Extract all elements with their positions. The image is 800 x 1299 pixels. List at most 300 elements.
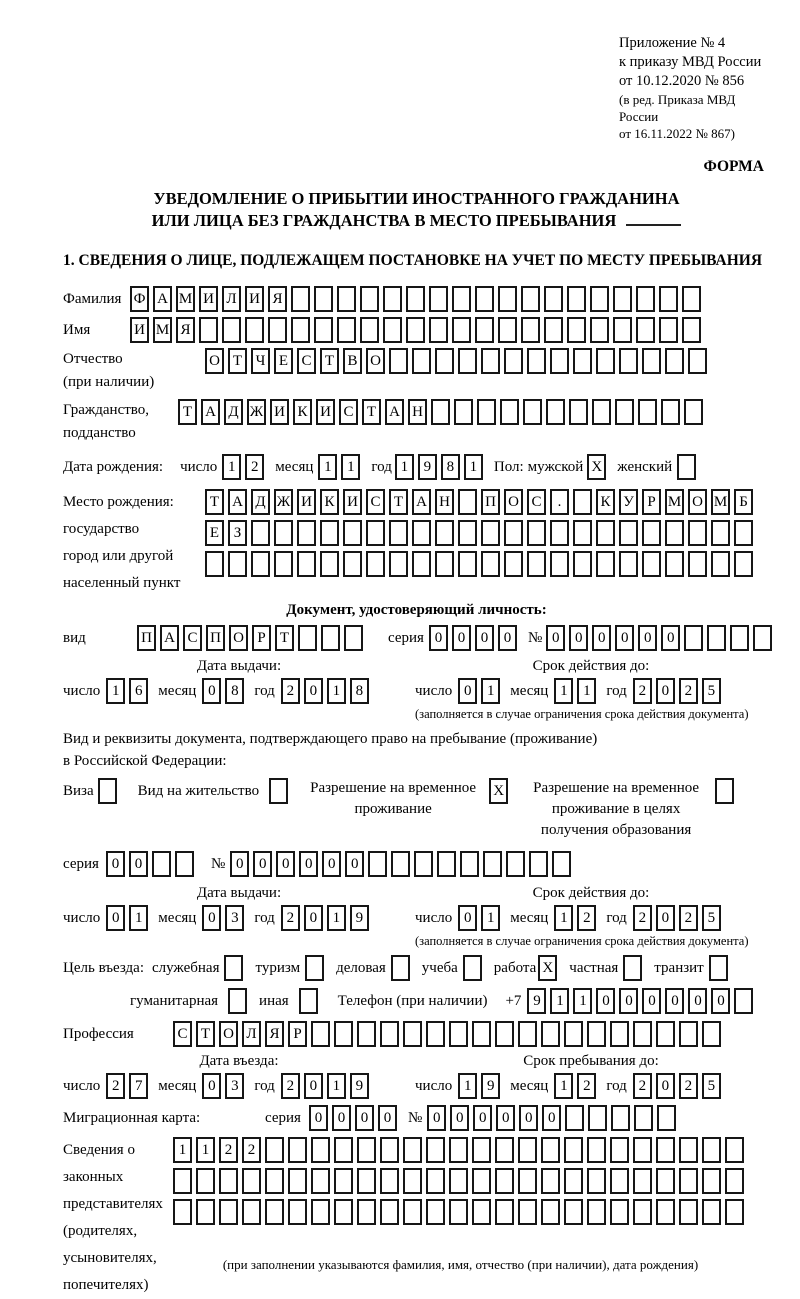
- char-box[interactable]: [665, 520, 684, 546]
- char-box[interactable]: [242, 1199, 261, 1225]
- char-box[interactable]: [688, 348, 707, 374]
- char-box[interactable]: [521, 286, 540, 312]
- char-box[interactable]: 1: [327, 905, 346, 931]
- char-box[interactable]: [633, 1199, 652, 1225]
- char-box[interactable]: [500, 399, 519, 425]
- char-box[interactable]: Ч: [251, 348, 270, 374]
- char-box[interactable]: О: [688, 489, 707, 515]
- char-box[interactable]: [541, 1168, 560, 1194]
- char-box[interactable]: 9: [350, 905, 369, 931]
- char-box[interactable]: [587, 1021, 606, 1047]
- char-box[interactable]: [564, 1168, 583, 1194]
- char-box[interactable]: 1: [577, 678, 596, 704]
- char-box[interactable]: [527, 348, 546, 374]
- char-box[interactable]: [368, 851, 387, 877]
- char-box[interactable]: 0: [496, 1105, 515, 1131]
- char-box[interactable]: Т: [205, 489, 224, 515]
- char-box[interactable]: Я: [265, 1021, 284, 1047]
- char-box[interactable]: Т: [228, 348, 247, 374]
- char-box[interactable]: [677, 454, 696, 480]
- char-box[interactable]: П: [137, 625, 156, 651]
- char-box[interactable]: 0: [129, 851, 148, 877]
- char-box[interactable]: [665, 551, 684, 577]
- char-box[interactable]: [437, 851, 456, 877]
- char-box[interactable]: [389, 348, 408, 374]
- char-box[interactable]: [219, 1199, 238, 1225]
- char-box[interactable]: И: [245, 286, 264, 312]
- char-box[interactable]: [565, 1105, 584, 1131]
- char-box[interactable]: [619, 551, 638, 577]
- char-box[interactable]: 1: [554, 1073, 573, 1099]
- char-box[interactable]: [380, 1168, 399, 1194]
- char-box[interactable]: 1: [481, 678, 500, 704]
- char-box[interactable]: А: [153, 286, 172, 312]
- char-box[interactable]: [228, 551, 247, 577]
- char-box[interactable]: [357, 1168, 376, 1194]
- char-box[interactable]: [495, 1137, 514, 1163]
- char-box[interactable]: [684, 399, 703, 425]
- char-box[interactable]: 2: [679, 1073, 698, 1099]
- char-box[interactable]: [305, 955, 324, 981]
- char-box[interactable]: [242, 1168, 261, 1194]
- char-box[interactable]: 5: [702, 678, 721, 704]
- char-box[interactable]: 5: [702, 1073, 721, 1099]
- char-box[interactable]: [435, 520, 454, 546]
- char-box[interactable]: [587, 1137, 606, 1163]
- char-box[interactable]: [458, 551, 477, 577]
- char-box[interactable]: 2: [679, 905, 698, 931]
- char-box[interactable]: [638, 399, 657, 425]
- char-box[interactable]: П: [206, 625, 225, 651]
- char-box[interactable]: [702, 1137, 721, 1163]
- char-box[interactable]: 9: [527, 988, 546, 1014]
- char-box[interactable]: 2: [245, 454, 264, 480]
- char-box[interactable]: [429, 317, 448, 343]
- char-box[interactable]: Р: [288, 1021, 307, 1047]
- char-box[interactable]: [472, 1021, 491, 1047]
- char-box[interactable]: [636, 286, 655, 312]
- char-box[interactable]: [380, 1021, 399, 1047]
- char-box[interactable]: [389, 551, 408, 577]
- char-box[interactable]: [623, 955, 642, 981]
- char-box[interactable]: М: [153, 317, 172, 343]
- char-box[interactable]: С: [339, 399, 358, 425]
- char-box[interactable]: [711, 520, 730, 546]
- char-box[interactable]: [679, 1168, 698, 1194]
- char-box[interactable]: 0: [688, 988, 707, 1014]
- char-box[interactable]: [610, 1021, 629, 1047]
- char-box[interactable]: Н: [435, 489, 454, 515]
- char-box[interactable]: Я: [176, 317, 195, 343]
- char-box[interactable]: 2: [577, 1073, 596, 1099]
- char-box[interactable]: [452, 286, 471, 312]
- char-box[interactable]: Р: [252, 625, 271, 651]
- char-box[interactable]: [541, 1199, 560, 1225]
- char-box[interactable]: Е: [274, 348, 293, 374]
- char-box[interactable]: [564, 1199, 583, 1225]
- char-box[interactable]: П: [481, 489, 500, 515]
- char-box[interactable]: 0: [569, 625, 588, 651]
- char-box[interactable]: [228, 988, 247, 1014]
- char-box[interactable]: [383, 317, 402, 343]
- char-box[interactable]: [412, 520, 431, 546]
- char-box[interactable]: [426, 1168, 445, 1194]
- char-box[interactable]: 9: [418, 454, 437, 480]
- char-box[interactable]: К: [596, 489, 615, 515]
- char-box[interactable]: [403, 1021, 422, 1047]
- char-box[interactable]: [298, 625, 317, 651]
- char-box[interactable]: И: [297, 489, 316, 515]
- char-box[interactable]: [343, 551, 362, 577]
- char-box[interactable]: [679, 1021, 698, 1047]
- char-box[interactable]: [573, 489, 592, 515]
- char-box[interactable]: [463, 955, 482, 981]
- char-box[interactable]: 0: [378, 1105, 397, 1131]
- char-box[interactable]: [360, 317, 379, 343]
- char-box[interactable]: [725, 1168, 744, 1194]
- char-box[interactable]: [173, 1199, 192, 1225]
- char-box[interactable]: [321, 625, 340, 651]
- char-box[interactable]: У: [619, 489, 638, 515]
- char-box[interactable]: [615, 399, 634, 425]
- char-box[interactable]: [665, 348, 684, 374]
- char-box[interactable]: А: [412, 489, 431, 515]
- char-box[interactable]: Я: [268, 286, 287, 312]
- char-box[interactable]: 0: [661, 625, 680, 651]
- char-box[interactable]: [611, 1105, 630, 1131]
- char-box[interactable]: [251, 551, 270, 577]
- char-box[interactable]: [633, 1168, 652, 1194]
- char-box[interactable]: А: [228, 489, 247, 515]
- char-box[interactable]: [403, 1137, 422, 1163]
- char-box[interactable]: Т: [389, 489, 408, 515]
- char-box[interactable]: 1: [327, 1073, 346, 1099]
- char-box[interactable]: [403, 1199, 422, 1225]
- char-box[interactable]: 0: [202, 678, 221, 704]
- char-box[interactable]: 0: [656, 1073, 675, 1099]
- char-box[interactable]: [619, 520, 638, 546]
- char-box[interactable]: [458, 348, 477, 374]
- char-box[interactable]: [337, 286, 356, 312]
- char-box[interactable]: [684, 625, 703, 651]
- char-box[interactable]: [334, 1199, 353, 1225]
- char-box[interactable]: [360, 286, 379, 312]
- char-box[interactable]: 1: [173, 1137, 192, 1163]
- char-box[interactable]: [454, 399, 473, 425]
- char-box[interactable]: [504, 551, 523, 577]
- char-box[interactable]: [334, 1137, 353, 1163]
- char-box[interactable]: 1: [106, 678, 125, 704]
- char-box[interactable]: [734, 988, 753, 1014]
- char-box[interactable]: [460, 851, 479, 877]
- char-box[interactable]: [633, 1137, 652, 1163]
- char-box[interactable]: [481, 551, 500, 577]
- char-box[interactable]: [383, 286, 402, 312]
- char-box[interactable]: [449, 1137, 468, 1163]
- char-box[interactable]: [702, 1199, 721, 1225]
- char-box[interactable]: 1: [573, 988, 592, 1014]
- char-box[interactable]: 0: [322, 851, 341, 877]
- char-box[interactable]: [98, 778, 117, 804]
- char-box[interactable]: 0: [475, 625, 494, 651]
- char-box[interactable]: Т: [178, 399, 197, 425]
- char-box[interactable]: [334, 1021, 353, 1047]
- char-box[interactable]: [587, 1199, 606, 1225]
- char-box[interactable]: [679, 1199, 698, 1225]
- char-box[interactable]: С: [366, 489, 385, 515]
- char-box[interactable]: 1: [554, 905, 573, 931]
- char-box[interactable]: 2: [219, 1137, 238, 1163]
- char-box[interactable]: 0: [638, 625, 657, 651]
- char-box[interactable]: [343, 520, 362, 546]
- char-box[interactable]: [688, 551, 707, 577]
- char-box[interactable]: Ж: [274, 489, 293, 515]
- char-box[interactable]: [634, 1105, 653, 1131]
- char-box[interactable]: [518, 1168, 537, 1194]
- char-box[interactable]: [734, 551, 753, 577]
- char-box[interactable]: [659, 286, 678, 312]
- char-box[interactable]: К: [320, 489, 339, 515]
- char-box[interactable]: 1: [341, 454, 360, 480]
- char-box[interactable]: [529, 851, 548, 877]
- char-box[interactable]: [449, 1199, 468, 1225]
- char-box[interactable]: [590, 286, 609, 312]
- char-box[interactable]: 3: [225, 1073, 244, 1099]
- char-box[interactable]: 8: [441, 454, 460, 480]
- char-box[interactable]: 0: [458, 678, 477, 704]
- char-box[interactable]: [518, 1137, 537, 1163]
- char-box[interactable]: [544, 317, 563, 343]
- char-box[interactable]: 2: [106, 1073, 125, 1099]
- char-box[interactable]: [389, 520, 408, 546]
- char-box[interactable]: 2: [281, 905, 300, 931]
- char-box[interactable]: [475, 317, 494, 343]
- char-box[interactable]: [550, 348, 569, 374]
- char-box[interactable]: [495, 1021, 514, 1047]
- char-box[interactable]: Ф: [130, 286, 149, 312]
- char-box[interactable]: [504, 520, 523, 546]
- char-box[interactable]: [702, 1021, 721, 1047]
- char-box[interactable]: [435, 348, 454, 374]
- char-box[interactable]: М: [711, 489, 730, 515]
- char-box[interactable]: 0: [498, 625, 517, 651]
- char-box[interactable]: [311, 1168, 330, 1194]
- char-box[interactable]: [357, 1137, 376, 1163]
- char-box[interactable]: [527, 551, 546, 577]
- char-box[interactable]: [564, 1137, 583, 1163]
- char-box[interactable]: X: [538, 955, 557, 981]
- char-box[interactable]: О: [229, 625, 248, 651]
- char-box[interactable]: [567, 317, 586, 343]
- char-box[interactable]: 2: [633, 678, 652, 704]
- char-box[interactable]: 2: [281, 678, 300, 704]
- char-box[interactable]: [297, 520, 316, 546]
- char-box[interactable]: [274, 551, 293, 577]
- char-box[interactable]: 1: [327, 678, 346, 704]
- char-box[interactable]: [523, 399, 542, 425]
- char-box[interactable]: [656, 1021, 675, 1047]
- char-box[interactable]: 0: [665, 988, 684, 1014]
- char-box[interactable]: О: [219, 1021, 238, 1047]
- char-box[interactable]: 2: [633, 905, 652, 931]
- char-box[interactable]: [380, 1199, 399, 1225]
- char-box[interactable]: [711, 551, 730, 577]
- char-box[interactable]: [567, 286, 586, 312]
- char-box[interactable]: [205, 551, 224, 577]
- char-box[interactable]: 0: [106, 851, 125, 877]
- char-box[interactable]: Л: [242, 1021, 261, 1047]
- char-box[interactable]: [219, 1168, 238, 1194]
- char-box[interactable]: [196, 1199, 215, 1225]
- char-box[interactable]: 0: [615, 625, 634, 651]
- char-box[interactable]: [403, 1168, 422, 1194]
- char-box[interactable]: [544, 286, 563, 312]
- char-box[interactable]: [311, 1021, 330, 1047]
- char-box[interactable]: [265, 1199, 284, 1225]
- char-box[interactable]: 0: [519, 1105, 538, 1131]
- char-box[interactable]: 0: [304, 678, 323, 704]
- char-box[interactable]: [412, 348, 431, 374]
- char-box[interactable]: Т: [275, 625, 294, 651]
- char-box[interactable]: [314, 317, 333, 343]
- char-box[interactable]: [541, 1021, 560, 1047]
- char-box[interactable]: [573, 520, 592, 546]
- char-box[interactable]: [449, 1021, 468, 1047]
- char-box[interactable]: [391, 955, 410, 981]
- char-box[interactable]: [412, 551, 431, 577]
- char-box[interactable]: [498, 317, 517, 343]
- char-box[interactable]: [265, 1137, 284, 1163]
- char-box[interactable]: О: [366, 348, 385, 374]
- char-box[interactable]: [268, 317, 287, 343]
- char-box[interactable]: 3: [225, 905, 244, 931]
- char-box[interactable]: [481, 520, 500, 546]
- char-box[interactable]: [357, 1021, 376, 1047]
- char-box[interactable]: 0: [458, 905, 477, 931]
- char-box[interactable]: 0: [202, 1073, 221, 1099]
- char-box[interactable]: 1: [550, 988, 569, 1014]
- char-box[interactable]: [472, 1168, 491, 1194]
- char-box[interactable]: 1: [395, 454, 414, 480]
- char-box[interactable]: 0: [202, 905, 221, 931]
- char-box[interactable]: [552, 851, 571, 877]
- char-box[interactable]: [291, 317, 310, 343]
- char-box[interactable]: [518, 1021, 537, 1047]
- char-box[interactable]: [725, 1137, 744, 1163]
- char-box[interactable]: [541, 1137, 560, 1163]
- char-box[interactable]: А: [201, 399, 220, 425]
- char-box[interactable]: [199, 317, 218, 343]
- char-box[interactable]: [592, 399, 611, 425]
- char-box[interactable]: [344, 625, 363, 651]
- char-box[interactable]: 1: [196, 1137, 215, 1163]
- char-box[interactable]: О: [205, 348, 224, 374]
- char-box[interactable]: [311, 1137, 330, 1163]
- char-box[interactable]: [245, 317, 264, 343]
- char-box[interactable]: Л: [222, 286, 241, 312]
- char-box[interactable]: 0: [656, 678, 675, 704]
- char-box[interactable]: [495, 1199, 514, 1225]
- char-box[interactable]: [596, 520, 615, 546]
- char-box[interactable]: 0: [596, 988, 615, 1014]
- char-box[interactable]: [431, 399, 450, 425]
- char-box[interactable]: 0: [427, 1105, 446, 1131]
- char-box[interactable]: X: [587, 454, 606, 480]
- char-box[interactable]: [527, 520, 546, 546]
- char-box[interactable]: [661, 399, 680, 425]
- char-box[interactable]: 0: [106, 905, 125, 931]
- char-box[interactable]: [610, 1199, 629, 1225]
- char-box[interactable]: 2: [679, 678, 698, 704]
- char-box[interactable]: 0: [304, 1073, 323, 1099]
- char-box[interactable]: [573, 348, 592, 374]
- char-box[interactable]: И: [270, 399, 289, 425]
- char-box[interactable]: [596, 551, 615, 577]
- char-box[interactable]: [269, 778, 288, 804]
- char-box[interactable]: 1: [554, 678, 573, 704]
- char-box[interactable]: 0: [619, 988, 638, 1014]
- char-box[interactable]: Т: [320, 348, 339, 374]
- char-box[interactable]: 8: [225, 678, 244, 704]
- char-box[interactable]: [222, 317, 241, 343]
- char-box[interactable]: [426, 1137, 445, 1163]
- char-box[interactable]: [656, 1168, 675, 1194]
- char-box[interactable]: 0: [345, 851, 364, 877]
- char-box[interactable]: [380, 1137, 399, 1163]
- char-box[interactable]: [251, 520, 270, 546]
- char-box[interactable]: И: [199, 286, 218, 312]
- char-box[interactable]: Е: [205, 520, 224, 546]
- char-box[interactable]: 1: [222, 454, 241, 480]
- char-box[interactable]: 0: [642, 988, 661, 1014]
- char-box[interactable]: [619, 348, 638, 374]
- char-box[interactable]: 0: [304, 905, 323, 931]
- char-box[interactable]: С: [527, 489, 546, 515]
- char-box[interactable]: 0: [473, 1105, 492, 1131]
- char-box[interactable]: [175, 851, 194, 877]
- char-box[interactable]: [642, 551, 661, 577]
- char-box[interactable]: [458, 520, 477, 546]
- char-box[interactable]: [546, 399, 565, 425]
- char-box[interactable]: [472, 1137, 491, 1163]
- char-box[interactable]: Д: [251, 489, 270, 515]
- char-box[interactable]: [518, 1199, 537, 1225]
- char-box[interactable]: [274, 520, 293, 546]
- char-box[interactable]: И: [316, 399, 335, 425]
- char-box[interactable]: [633, 1021, 652, 1047]
- char-box[interactable]: [224, 955, 243, 981]
- char-box[interactable]: [573, 551, 592, 577]
- char-box[interactable]: 0: [355, 1105, 374, 1131]
- char-box[interactable]: 0: [711, 988, 730, 1014]
- char-box[interactable]: [414, 851, 433, 877]
- char-box[interactable]: 1: [318, 454, 337, 480]
- char-box[interactable]: [656, 1199, 675, 1225]
- char-box[interactable]: [320, 551, 339, 577]
- char-box[interactable]: [610, 1137, 629, 1163]
- char-box[interactable]: [659, 317, 678, 343]
- char-box[interactable]: М: [665, 489, 684, 515]
- char-box[interactable]: [715, 778, 734, 804]
- char-box[interactable]: [753, 625, 772, 651]
- char-box[interactable]: [391, 851, 410, 877]
- char-box[interactable]: 2: [633, 1073, 652, 1099]
- char-box[interactable]: [702, 1168, 721, 1194]
- char-box[interactable]: [173, 1168, 192, 1194]
- char-box[interactable]: 0: [546, 625, 565, 651]
- char-box[interactable]: [682, 317, 701, 343]
- char-box[interactable]: [406, 317, 425, 343]
